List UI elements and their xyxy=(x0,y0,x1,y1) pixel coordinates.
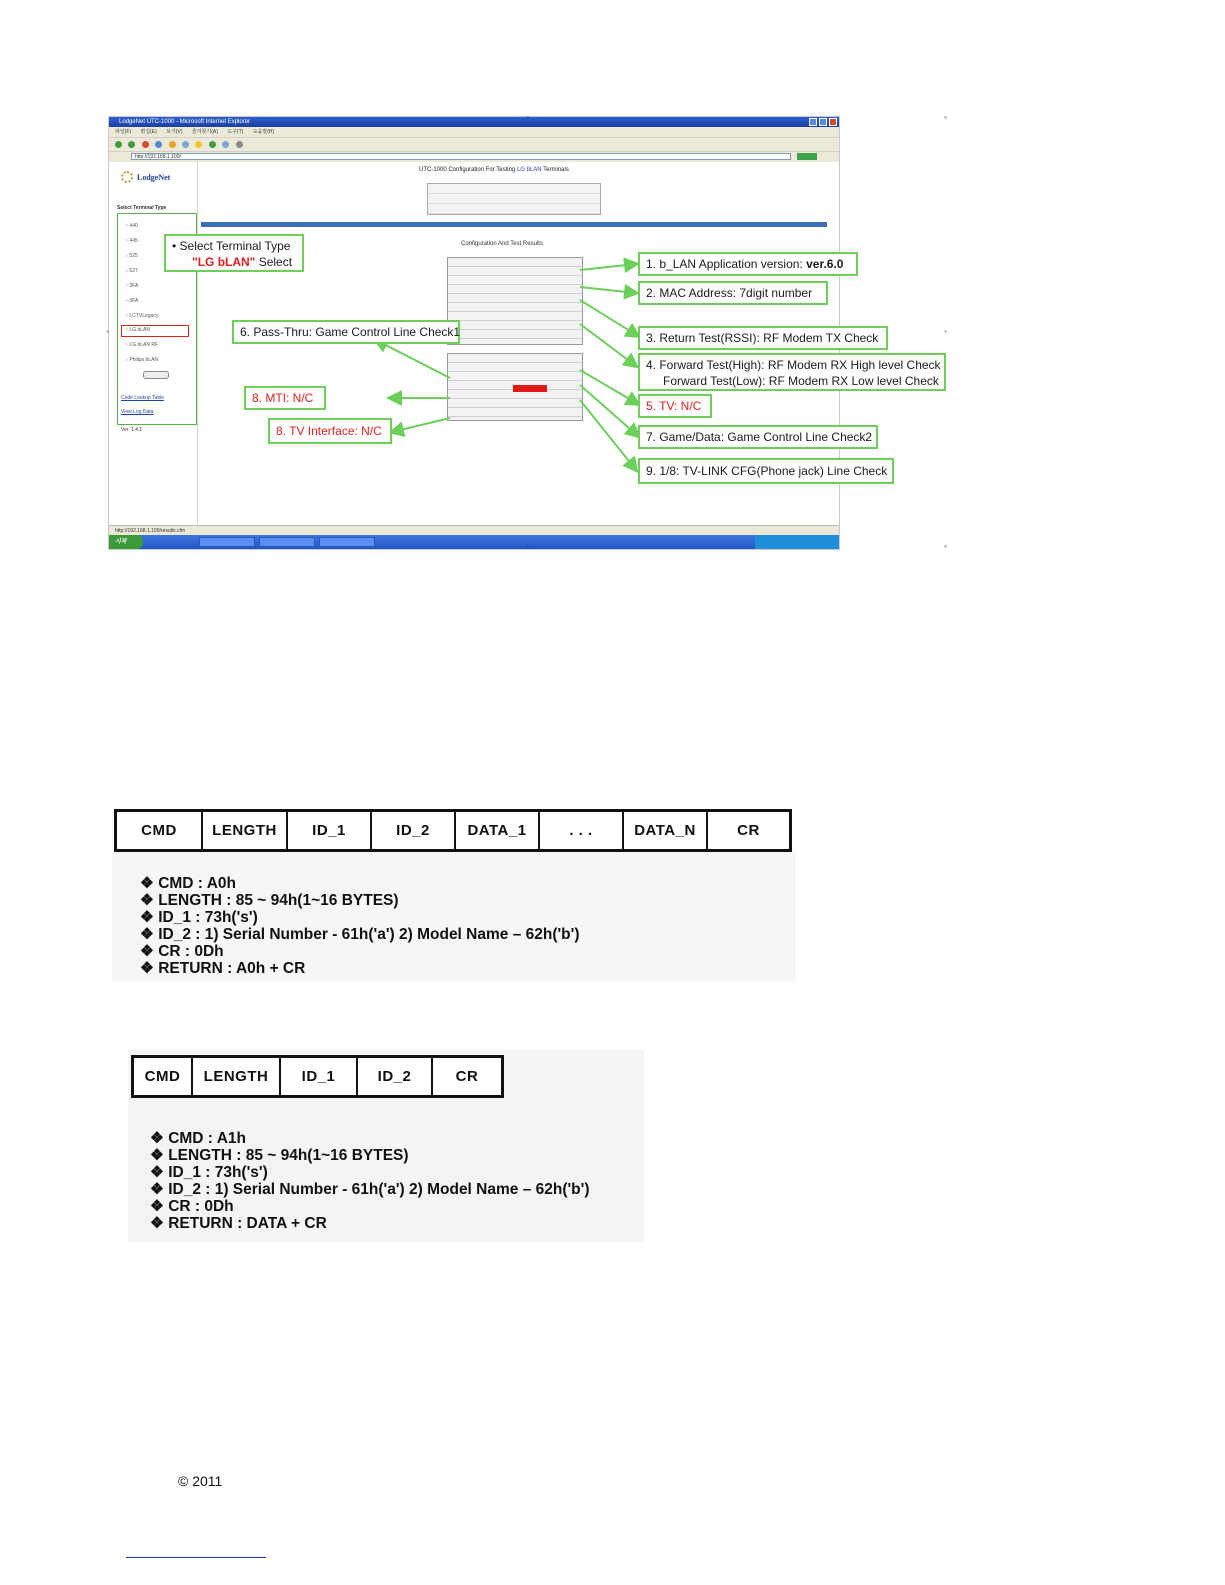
frame-cell: LENGTH xyxy=(203,812,288,849)
callout-8a: 8. MTI: N/C xyxy=(244,386,326,410)
code-lookup-link[interactable]: Code Lookup Table xyxy=(121,395,164,401)
terminal-option[interactable]: ○ LCTVLegacy xyxy=(125,313,158,319)
callout-line xyxy=(172,254,296,270)
frame-cell: DATA_N xyxy=(624,812,708,849)
select-terminal-title: Select Terminal Type xyxy=(117,205,167,211)
frame-cell: . . . xyxy=(540,812,624,849)
terminal-option[interactable]: ○ Philips bLAN xyxy=(125,357,158,363)
address-input[interactable]: http://192.168.1.100/ xyxy=(131,153,791,160)
callout-line: • Select Terminal Type xyxy=(172,239,291,253)
protocol1-lines xyxy=(140,875,580,977)
arrow-c2 xyxy=(580,287,636,293)
page-title-highlight: LG bLAN xyxy=(516,167,542,173)
menu-item[interactable]: 보기(V) xyxy=(166,129,183,135)
frame-cell: CR xyxy=(737,822,760,839)
handle-mark: ◦ xyxy=(106,326,110,336)
callout-select-terminal xyxy=(164,234,304,272)
frame-cell: ID_1 xyxy=(281,1058,358,1095)
protocol-line: ❖ ID_2 : 1) Serial Number - 61h('a') 2) Model Name – 62h('b') xyxy=(150,1181,590,1198)
protocol-line: ❖ CMD : A0h xyxy=(140,875,580,892)
footer-link-line xyxy=(126,1557,266,1558)
window-title: LodgeNet UTC-1000 - Microsoft Internet Explorer xyxy=(119,119,251,125)
frame-cell: CR xyxy=(455,1068,479,1085)
terminal-option[interactable]: ○ 3FA xyxy=(125,283,138,289)
protocol-line: ❖ ID_1 : 73h('s') xyxy=(150,1164,590,1181)
copyright-text: © 2011 xyxy=(178,1473,223,1489)
page-title-suffix: Terminals xyxy=(541,167,569,173)
terminal-option-lg-blan[interactable]: ○ LG bLAN xyxy=(125,327,150,333)
frame-cell: ID_1 xyxy=(288,812,372,849)
menu-item[interactable]: 즐겨찾기(A) xyxy=(191,129,218,135)
callout-6: 6. Pass-Thru: Game Control Line Check1 xyxy=(232,320,460,344)
callout-bold: ver.6.0 xyxy=(806,257,844,271)
callout-2: 2. MAC Address: 7digit number xyxy=(638,281,828,305)
version-text: Ver. 1.4.1 xyxy=(121,427,143,433)
protocol-line: ❖ LENGTH : 85 ~ 94h(1~16 BYTES) xyxy=(150,1147,590,1164)
menu-item[interactable]: 도움말(H) xyxy=(252,129,275,135)
callout-3: 3. Return Test(RSSI): RF Modem TX Check xyxy=(638,326,888,350)
protocol-line: ❖ ID_2 : 1) Serial Number - 61h('a') 2) Model Name – 62h('b') xyxy=(140,926,580,943)
callout-arrows xyxy=(0,0,1225,600)
frame-cell: DATA_1 xyxy=(456,812,540,849)
arrow-c8b xyxy=(392,418,450,432)
handle-mark: ◦ xyxy=(526,541,530,551)
page-title-prefix: UTC-1000 Configuration For Testing xyxy=(419,167,517,173)
protocol-line: ❖ LENGTH : 85 ~ 94h(1~16 BYTES) xyxy=(140,892,580,909)
callout-5: 5. TV: N/C xyxy=(638,394,712,418)
terminal-option[interactable]: ○ 440 xyxy=(125,223,138,229)
frame-cell: ID_2 xyxy=(372,812,456,849)
protocol-line: ❖ CMD : A1h xyxy=(150,1130,590,1147)
protocol1-description xyxy=(112,851,796,981)
menu-item[interactable]: 도구(T) xyxy=(227,129,244,135)
callout-4 xyxy=(638,353,946,391)
callout-8b: 8. TV Interface: N/C xyxy=(268,418,392,444)
callout-red-text: "LG bLAN" xyxy=(192,255,256,269)
handle-mark: ◦ xyxy=(526,112,530,122)
terminal-option[interactable]: ○ 527 xyxy=(125,268,138,274)
status-bar: http://192.168.1.100/results.cfm xyxy=(109,525,839,535)
config-results-title: Configuration And Test Results xyxy=(461,241,543,247)
protocol-line: ❖ CR : 0Dh xyxy=(150,1198,590,1215)
callout-7: 7. Game/Data: Game Control Line Check2 xyxy=(638,425,878,449)
callout-9: 9. 1/8: TV-LINK CFG(Phone jack) Line Check xyxy=(638,458,894,484)
terminal-option[interactable]: ○ 3FA xyxy=(125,298,138,304)
start-button[interactable]: 시작 xyxy=(109,535,143,549)
terminal-option[interactable]: ○ 445 xyxy=(125,238,138,244)
frame-cell: CMD xyxy=(117,812,203,849)
arrow-c5 xyxy=(580,370,638,404)
terminal-option[interactable]: ○ 525 xyxy=(125,253,138,259)
protocol1-frame xyxy=(114,809,792,852)
callout-text: Select xyxy=(255,255,293,269)
protocol-line: ❖ ID_1 : 73h('s') xyxy=(140,909,580,926)
frame-cell: ID_2 xyxy=(358,1058,433,1095)
frame-cell: LENGTH xyxy=(193,1058,281,1095)
protocol2-lines xyxy=(150,1130,590,1232)
handle-mark: ◦ xyxy=(944,326,948,336)
menu-item[interactable]: 편집(E) xyxy=(140,129,157,135)
logo-text: LodgeNet xyxy=(137,172,171,182)
menu-item[interactable]: 파일(F) xyxy=(115,129,132,135)
protocol-line: ❖ RETURN : DATA + CR xyxy=(150,1215,590,1232)
frame-cell: CMD xyxy=(134,1058,193,1095)
callout-text: 1. b_LAN Application version: xyxy=(646,257,807,271)
protocol2-frame xyxy=(131,1055,504,1098)
terminal-option[interactable]: ○ LG bLAN RF xyxy=(125,342,158,348)
handle-mark: ◦ xyxy=(944,541,948,551)
callout-1 xyxy=(638,252,858,276)
protocol-line: ❖ CR : 0Dh xyxy=(140,943,580,960)
view-log-link[interactable]: View Log Data xyxy=(121,409,154,415)
protocol-line: ❖ RETURN : A0h + CR xyxy=(140,960,580,977)
handle-mark: ◦ xyxy=(944,112,948,122)
callout-line: Forward Test(Low): RF Modem RX Low level Check xyxy=(663,374,939,388)
callout-line: 4. Forward Test(High): RF Modem RX High level Check xyxy=(646,358,941,372)
arrow-c6 xyxy=(376,340,450,378)
arrow-c1 xyxy=(580,264,636,270)
